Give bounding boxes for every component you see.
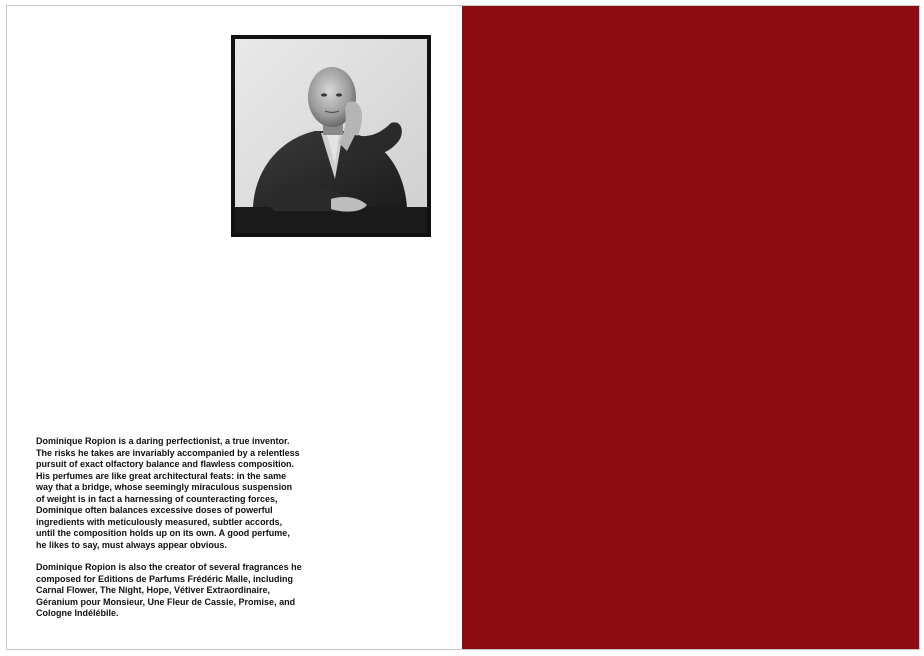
text-line: The risks he takes are invariably accompanied by a relentless bbox=[36, 447, 300, 458]
portrait-photo bbox=[231, 35, 431, 237]
bio-text bbox=[36, 436, 326, 631]
paragraph-1 bbox=[36, 436, 326, 551]
right-page-red-panel bbox=[462, 6, 919, 649]
text-line: composed for Editions de Parfums Frédéric Malle, including bbox=[36, 573, 294, 584]
text-line: of weight is in fact a harnessing of counteracting forces, bbox=[36, 493, 278, 504]
text-line: pursuit of exact olfactory balance and flawless composition. bbox=[36, 459, 295, 469]
paragraph-2 bbox=[36, 562, 326, 620]
text-line: Géranium pour Monsieur, Une Fleur de Cassie, Promise, and bbox=[36, 596, 296, 607]
text-line: Dominique Ropion is a daring perfectionist, a true inventor. bbox=[36, 436, 290, 446]
text-line: His perfumes are like great architectural feats: in the same bbox=[36, 470, 287, 481]
portrait-icon bbox=[235, 39, 427, 233]
text-line: way that a bridge, whose seemingly miraculous suspension bbox=[36, 482, 293, 492]
text-line: until the composition holds up on its own. A good perfume, bbox=[36, 528, 290, 538]
text-line: he likes to say, must always appear obvious. bbox=[36, 539, 227, 550]
text-line: Carnal Flower, The Night, Hope, Vétiver Extraordinaire, bbox=[36, 585, 271, 595]
text-line: ingredients with meticulously measured, subtler accords, bbox=[36, 516, 283, 527]
text-line: Cologne Indélébile. bbox=[36, 608, 119, 618]
text-line: Dominique Ropion is also the creator of several fragrances he bbox=[36, 562, 302, 572]
text-line: Dominique often balances excessive doses of powerful bbox=[36, 505, 273, 515]
